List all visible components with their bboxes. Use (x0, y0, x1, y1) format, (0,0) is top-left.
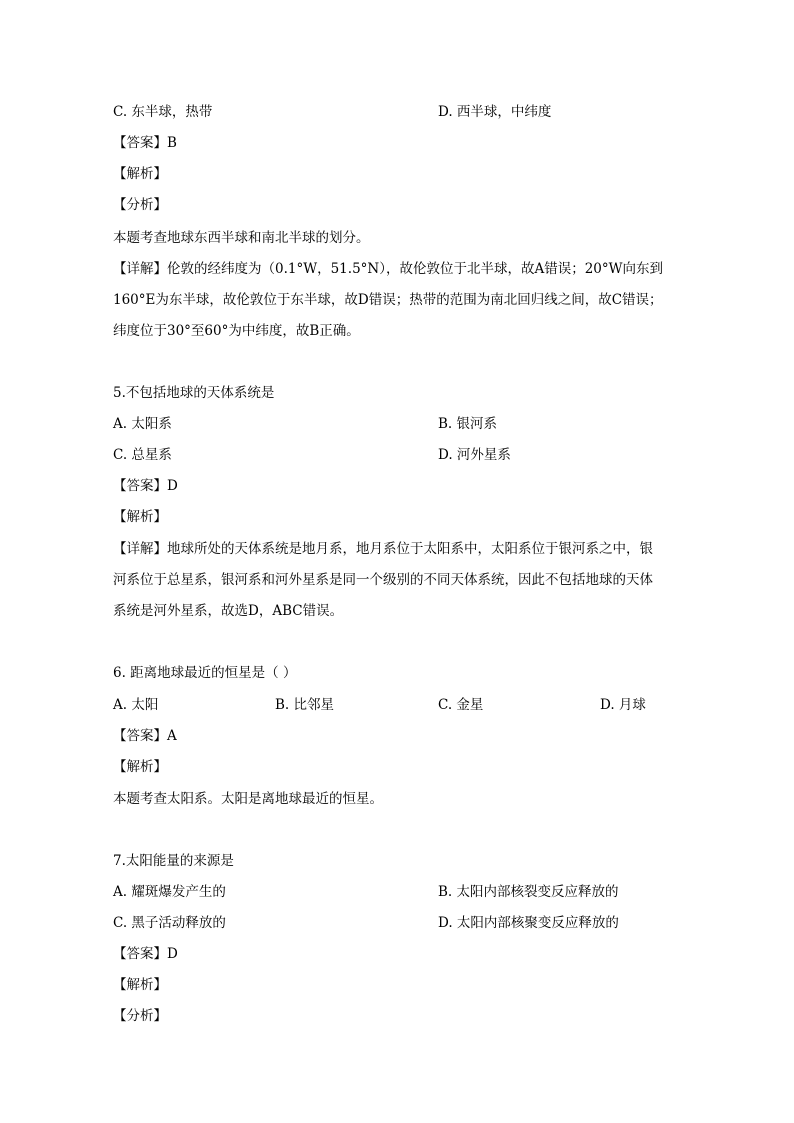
q7-option-a: A. 耀斑爆发产生的 (113, 884, 226, 900)
q4-fenxi-text: 本题考查地球东西半球和南北半球的划分。 (113, 230, 370, 246)
q4-detail-line-1: 【详解】伦敦的经纬度为（0.1°W，51.5°N），故伦敦位于北半球，故A错误；20°W向东到 (113, 261, 664, 277)
q7-fenxi-label: 【分析】 (113, 1008, 167, 1024)
q6-option-a: A. 太阳 (113, 697, 159, 713)
q6-option-c: C. 金星 (438, 697, 484, 713)
q7-option-b: B. 太阳内部核裂变反应释放的 (438, 884, 619, 900)
q5-detail-line-2: 河系位于总星系，银河系和河外星系是同一个级别的不同天体系统，因此不包括地球的天体 (113, 572, 653, 588)
q5-detail-line-3: 系统是河外星系，故选D，ABC错误。 (113, 603, 344, 619)
q5-option-b: B. 银河系 (438, 416, 498, 432)
q4-fenxi-label: 【分析】 (113, 197, 167, 213)
q6-answer: 【答案】A (113, 728, 177, 744)
q7-option-c: C. 黑子活动释放的 (113, 915, 226, 931)
q6-option-b: B. 比邻星 (275, 697, 335, 713)
q7-option-d: D. 太阳内部核聚变反应释放的 (438, 915, 619, 931)
q5-option-a: A. 太阳系 (113, 416, 172, 432)
q5-detail-line-1: 【详解】地球所处的天体系统是地月系，地月系位于太阳系中，太阳系位于银河系之中，银 (113, 541, 653, 557)
q4-analysis-label: 【解析】 (113, 166, 167, 182)
q4-option-c: C. 东半球，热带 (113, 104, 213, 120)
q5-option-d: D. 河外星系 (438, 447, 511, 463)
q5-answer: 【答案】D (113, 478, 178, 494)
q5-analysis-label: 【解析】 (113, 509, 167, 525)
q6-stem: 6. 距离地球最近的恒星是（ ） (113, 665, 297, 681)
q7-stem: 7.太阳能量的来源是 (113, 853, 234, 869)
q4-option-d: D. 西半球，中纬度 (438, 104, 552, 120)
q5-option-c: C. 总星系 (113, 447, 172, 463)
q6-option-d: D. 月球 (600, 697, 646, 713)
q4-answer: 【答案】B (113, 135, 177, 151)
q4-detail-line-2: 160°E为东半球，故伦敦位于东半球，故D错误；热带的范围为南北回归线之间，故C错误； (113, 292, 663, 308)
q6-analysis-label: 【解析】 (113, 759, 167, 775)
q5-stem: 5.不包括地球的天体系统是 (113, 385, 275, 401)
q4-detail-line-3: 纬度位于30°至60°为中纬度，故B正确。 (113, 323, 360, 339)
q6-analysis-text: 本题考查太阳系。太阳是离地球最近的恒星。 (113, 791, 383, 807)
q7-analysis-label: 【解析】 (113, 977, 167, 993)
q7-answer: 【答案】D (113, 946, 178, 962)
